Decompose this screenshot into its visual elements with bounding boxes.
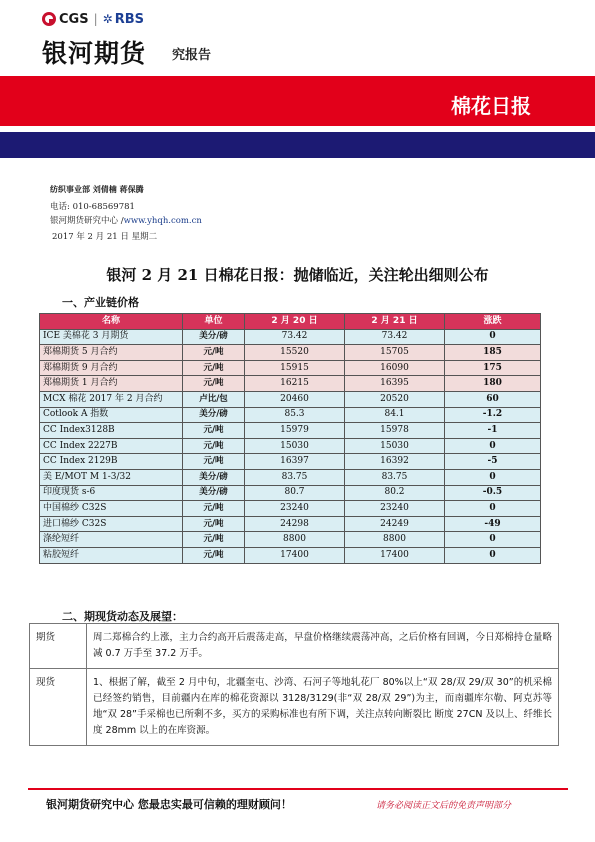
table-row	[40, 501, 541, 517]
cell-change: -49	[445, 516, 541, 532]
cell-change: -1.2	[445, 407, 541, 423]
cell-change: 0	[445, 438, 541, 454]
cell-change: -0.5	[445, 485, 541, 501]
cell-unit: 元/吨	[183, 516, 245, 532]
report-kind: 究报告	[172, 48, 212, 63]
dynamics-row-futures	[30, 624, 559, 669]
cell-name: 郑棉期货 1 月合约	[40, 376, 183, 392]
cell-unit: 卢比/包	[183, 391, 245, 407]
cell-date-1: 15915	[245, 360, 345, 376]
cell-name: 粘胶短纤	[40, 547, 183, 563]
headline: 银河 2 月 21 日棉花日报：抛储临近，关注轮出细则公布	[106, 266, 489, 284]
price-table	[39, 313, 541, 564]
cell-name: 郑棉期货 5 月合约	[40, 345, 183, 361]
price-table-header	[40, 314, 541, 330]
cell-date-1: 17400	[245, 547, 345, 563]
cell-date-1: 16215	[245, 376, 345, 392]
header-navy-band	[0, 132, 595, 158]
table-row	[40, 469, 541, 485]
dynamics-text: 周二郑棉合约上涨，主力合约高开后震荡走高，早盘价格继续震荡冲高，之后价格有回调，今日郑棉持仓量略减 0.7 万手至 37.2 万手。	[87, 624, 559, 669]
table-row	[40, 360, 541, 376]
logo-cgs-text: CGS	[59, 11, 89, 27]
table-row	[40, 329, 541, 345]
site-line	[50, 214, 202, 226]
cell-date-2: 23240	[345, 501, 445, 517]
cell-name: CC Index 2227B	[40, 438, 183, 454]
cell-name: CC Index3128B	[40, 423, 183, 439]
cell-name: CC Index 2129B	[40, 454, 183, 470]
cell-date-2: 15705	[345, 345, 445, 361]
table-row	[40, 376, 541, 392]
table-row	[40, 516, 541, 532]
cell-date-1: 15979	[245, 423, 345, 439]
cell-date-2: 83.75	[345, 469, 445, 485]
header-unit: 单位	[183, 314, 245, 330]
cell-name: 郑棉期货 9 月合约	[40, 360, 183, 376]
site-label: 银河期货研究中心 /	[50, 216, 124, 226]
cell-date-2: 15030	[345, 438, 445, 454]
header-change: 涨跌	[445, 314, 541, 330]
cgs-logo-icon	[42, 12, 56, 26]
report-title: 棉花日报	[451, 94, 531, 118]
rbs-logo-icon: ✲	[102, 12, 113, 26]
cell-unit: 美分/磅	[183, 329, 245, 345]
section-dynamics-title: 二、期现货动态及展望：	[62, 610, 183, 623]
cell-date-1: 16397	[245, 454, 345, 470]
cell-date-1: 73.42	[245, 329, 345, 345]
dynamics-table	[29, 623, 559, 746]
report-date: 2017 年 2 月 21 日 星期二	[52, 232, 158, 242]
footer-slogan: 银河期货研究中心 您最忠实最可信赖的理财顾问！	[46, 798, 292, 811]
cell-unit: 元/吨	[183, 438, 245, 454]
cell-change: 0	[445, 329, 541, 345]
table-row	[40, 532, 541, 548]
dynamics-label: 现货	[30, 669, 87, 746]
cell-unit: 美分/磅	[183, 407, 245, 423]
cell-unit: 元/吨	[183, 423, 245, 439]
cell-unit: 元/吨	[183, 532, 245, 548]
cell-date-1: 15520	[245, 345, 345, 361]
authors: 纺织事业部 刘倩楠 蒋保腾	[50, 185, 144, 194]
table-row	[40, 345, 541, 361]
table-row	[40, 454, 541, 470]
cell-name: Cotlook A 指数	[40, 407, 183, 423]
header-date-1: 2 月 20 日	[245, 314, 345, 330]
table-row	[40, 438, 541, 454]
cell-date-1: 85.3	[245, 407, 345, 423]
table-row	[40, 547, 541, 563]
cell-unit: 元/吨	[183, 501, 245, 517]
dynamics-row-spot	[30, 669, 559, 746]
cell-date-2: 80.2	[345, 485, 445, 501]
cell-change: 180	[445, 376, 541, 392]
logo	[42, 10, 144, 28]
company-name: 银河期货	[42, 39, 147, 68]
cell-date-2: 16395	[345, 376, 445, 392]
cell-date-1: 83.75	[245, 469, 345, 485]
cell-date-2: 73.42	[345, 329, 445, 345]
cell-change: 0	[445, 547, 541, 563]
cell-date-2: 20520	[345, 391, 445, 407]
cell-unit: 美分/磅	[183, 469, 245, 485]
cell-unit: 元/吨	[183, 345, 245, 361]
price-table-body	[40, 329, 541, 563]
dynamics-text: 1、根据了解，截至 2 月中旬，北疆奎屯、沙湾、石河子等地轧花厂 80%以上“双 28/双 29/双 30”的机采棉已经签约销售，目前疆内在库的棉花资源以 3128/3129(非“双 28/双 29”)为主，而南疆库尔勒、阿克苏等地“双 28”手采棉也已所剩不多，买方的采购标准也有所下调，关注点转向断裂比 断度 27CN 及以上、纤维长度 28mm 以上的在库资源。	[87, 669, 559, 746]
cell-date-1: 15030	[245, 438, 345, 454]
cell-name: MCX 棉花 2017 年 2 月合约	[40, 391, 183, 407]
cell-name: 美 E/MOT M 1-3/32	[40, 469, 183, 485]
cell-unit: 元/吨	[183, 360, 245, 376]
footer-divider	[28, 788, 568, 790]
cell-change: 60	[445, 391, 541, 407]
table-row	[40, 391, 541, 407]
cell-change: 175	[445, 360, 541, 376]
cell-change: 185	[445, 345, 541, 361]
cell-date-1: 23240	[245, 501, 345, 517]
cell-date-1: 80.7	[245, 485, 345, 501]
cell-date-2: 16392	[345, 454, 445, 470]
cell-name: 印度现货 s-6	[40, 485, 183, 501]
cell-unit: 元/吨	[183, 547, 245, 563]
table-row	[40, 423, 541, 439]
cell-date-2: 15978	[345, 423, 445, 439]
cell-name: 进口棉纱 C32S	[40, 516, 183, 532]
section-price-title: 一、产业链价格	[62, 296, 139, 309]
cell-unit: 美分/磅	[183, 485, 245, 501]
header-date-2: 2 月 21 日	[345, 314, 445, 330]
phone: 电话: 010-68569781	[50, 202, 135, 212]
cell-date-2: 17400	[345, 547, 445, 563]
table-row	[40, 485, 541, 501]
logo-rbs-text: RBS	[114, 11, 144, 27]
header-name: 名称	[40, 314, 183, 330]
cell-change: 0	[445, 469, 541, 485]
cell-unit: 元/吨	[183, 454, 245, 470]
logo-separator: |	[93, 12, 98, 26]
table-row	[40, 407, 541, 423]
cell-date-2: 24249	[345, 516, 445, 532]
cell-date-2: 8800	[345, 532, 445, 548]
cell-unit: 元/吨	[183, 376, 245, 392]
cell-name: 中国棉纱 C32S	[40, 501, 183, 517]
cell-change: -5	[445, 454, 541, 470]
cell-name: ICE 美棉花 3 月期货	[40, 329, 183, 345]
cell-date-2: 16090	[345, 360, 445, 376]
cell-change: -1	[445, 423, 541, 439]
dynamics-label: 期货	[30, 624, 87, 669]
cell-date-1: 24298	[245, 516, 345, 532]
cell-change: 0	[445, 501, 541, 517]
site-url-link[interactable]: www.yhqh.com.cn	[123, 216, 202, 226]
footer-disclaimer: 请务必阅读正文后的免责声明部分	[376, 801, 512, 811]
cell-name: 涤纶短纤	[40, 532, 183, 548]
cell-change: 0	[445, 532, 541, 548]
cell-date-2: 84.1	[345, 407, 445, 423]
cell-date-1: 8800	[245, 532, 345, 548]
cell-date-1: 20460	[245, 391, 345, 407]
